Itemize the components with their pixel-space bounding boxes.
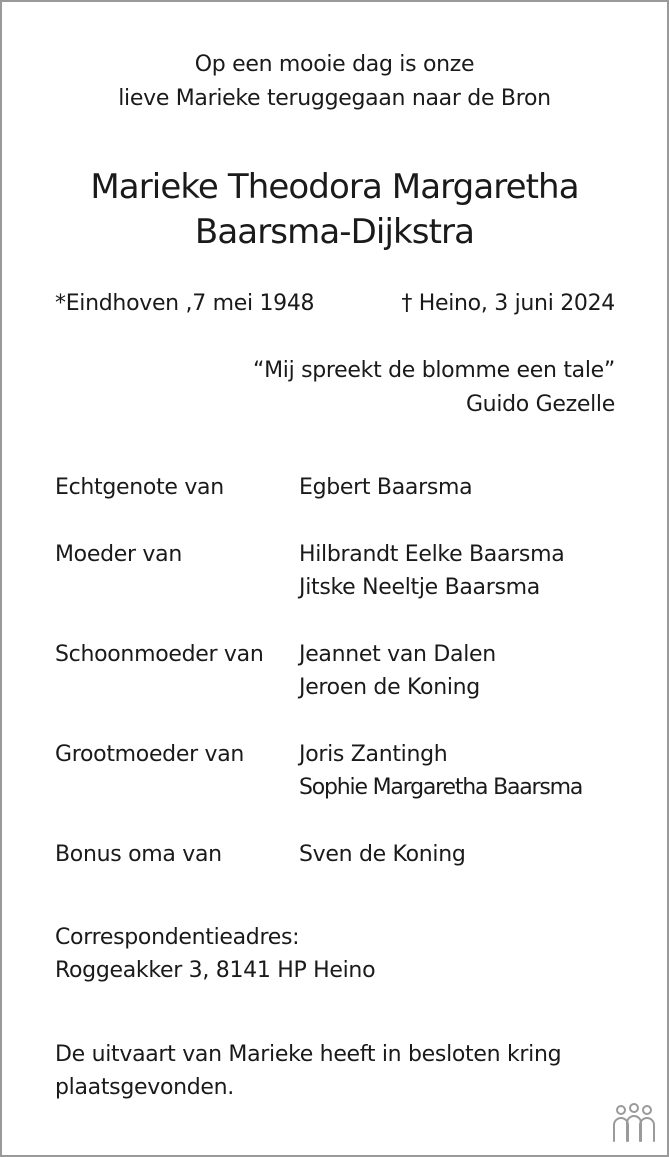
correspondence-heading: Correspondentieadres: <box>55 925 300 950</box>
family-group-icon <box>609 1103 659 1143</box>
relation-name: Hilbrandt Eelke Baarsma <box>299 542 565 567</box>
quote-text: “Mij spreekt de blomme een tale” <box>253 358 615 383</box>
relation-label-spouse: Echtgenote van <box>55 475 224 500</box>
relation-label-grandmother: Grootmoeder van <box>55 742 245 767</box>
relation-name: Jeannet van Dalen <box>299 642 496 667</box>
birth-info: *Eindhoven ,7 mei 1948 <box>55 291 315 316</box>
closing-line-1: De uitvaart van Marieke heeft in besloten kring <box>55 1042 562 1067</box>
death-info: † Heino, 3 juni 2024 <box>401 291 615 316</box>
deceased-name-line-2: Baarsma-Dijkstra <box>194 212 475 252</box>
quote-author: Guido Gezelle <box>465 392 615 417</box>
relation-name: Egbert Baarsma <box>299 475 473 500</box>
relation-label-mother: Moeder van <box>55 542 182 567</box>
relation-name: Sophie Margaretha Baarsma <box>299 775 583 800</box>
relation-name: Sven de Koning <box>299 842 466 867</box>
closing-line-2: plaatsgevonden. <box>55 1075 234 1100</box>
intro-line-1: Op een mooie dag is onze <box>194 52 475 77</box>
deceased-name-line-1: Marieke Theodora Margaretha <box>90 167 579 207</box>
relation-name: Jeroen de Koning <box>299 675 480 700</box>
relation-name: Jitske Neeltje Baarsma <box>299 575 540 600</box>
relation-name: Joris Zantingh <box>299 742 448 767</box>
intro-line-2: lieve Marieke teruggegaan naar de Bron <box>118 86 551 111</box>
correspondence-address: Roggeakker 3, 8141 HP Heino <box>55 958 376 983</box>
relation-label-bonus-grandma: Bonus oma van <box>55 842 222 867</box>
relation-label-mother-in-law: Schoonmoeder van <box>55 642 264 667</box>
